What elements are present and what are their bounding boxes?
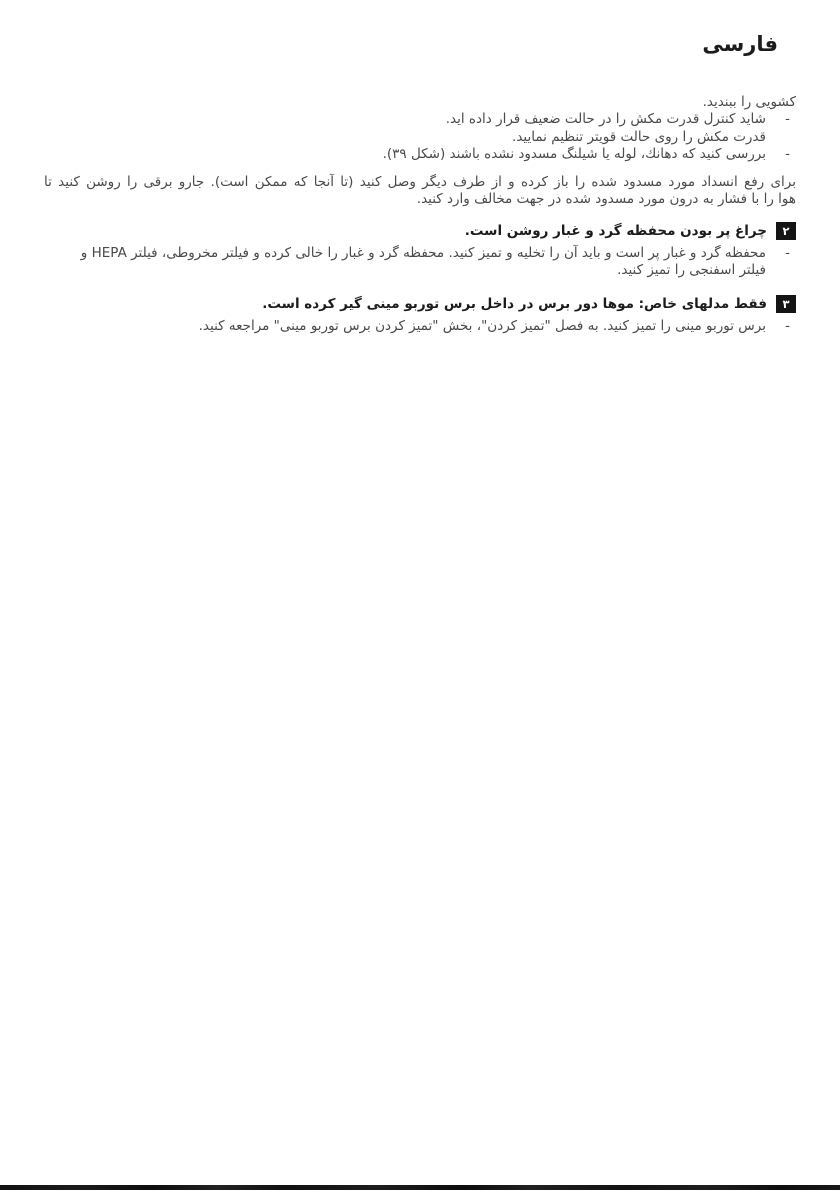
section-heading-text: فقط مدلهای خاص: موها دور برس در داخل برس توربو مینی گیر كرده است. [262,295,767,312]
list-item-text [44,245,766,280]
section-3 [44,295,796,336]
list-item-text [44,146,766,164]
section-heading [44,295,796,314]
dash-marker: - [785,111,790,127]
scan-edge-bar [0,1185,840,1190]
paragraph [44,174,796,209]
dash-marker: - [785,146,790,162]
section-number-badge: ۲ [776,222,796,240]
section-number-badge: ۳ [776,295,796,313]
dash-marker: - [785,244,790,261]
list-item [44,111,796,146]
list-item-line: قدرت مكش را روی حالت قویتر تنظیم نمایید. [512,128,766,145]
list-item-line: فیلتر اسفنجی را تمیز كنید. [617,262,766,278]
list-item [44,245,796,280]
language-header: فارسی [702,32,778,56]
list-item-line: برس توربو مینی را تمیز كنید. به فصل "تمیز كردن"، بخش "تمیز كردن برس توربو مینی" مراجعه كنید. [198,317,766,334]
paragraph-line: برای رفع انسداد مورد مسدود شده را باز كرده و از طرف دیگر وصل كنید (تا آنجا كه ممكن است). جارو برقی را روشن كنید تا [44,173,796,190]
section-2 [44,222,796,280]
section-heading-text: چراغ پر بودن محفظه گرد و غبار روشن است. [464,222,767,239]
list-item [44,146,796,164]
list-item-line: محفظه گرد و غبار پر است و باید آن را تخلیه و تمیز كنید. محفظه گرد و غبار را خالی كرده و فیلتر مخروطی، فیلتر HEPA و [80,244,766,261]
continuation-line: كشویی را ببندید. [702,93,796,110]
list-item-text [44,318,766,336]
page-content [44,32,796,335]
section-heading [44,222,796,241]
dash-marker: - [785,317,790,334]
list-item-text [44,111,766,146]
paragraph-line: هوا را با فشار به درون مورد مسدود شده در جهت مخالف وارد كنید. [416,191,796,207]
list-item [44,318,796,336]
list-item-line: بررسی كنید كه دهانك، لوله یا شیلنگ مسدود نشده باشند (شكل ۳۹). [382,146,766,162]
list-item-line: شاید كنترل قدرت مكش را در حالت ضعیف قرار داده اید. [445,111,766,127]
